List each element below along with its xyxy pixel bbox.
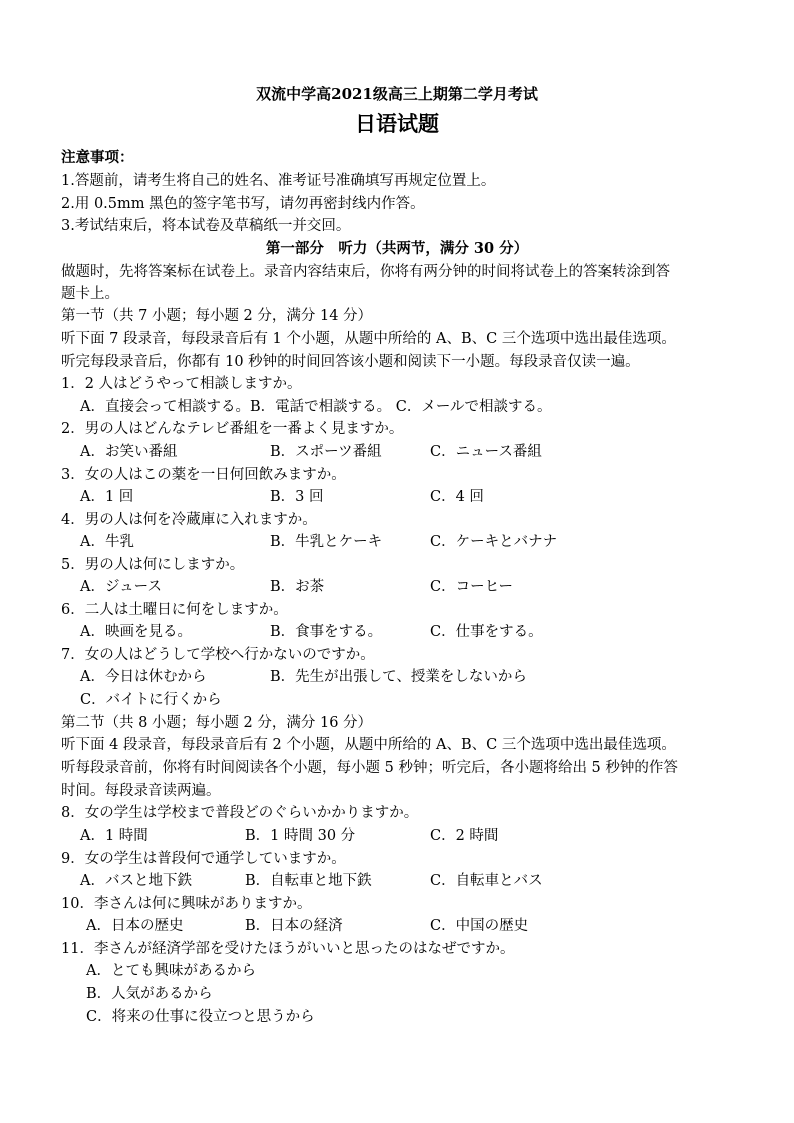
- section2-instruction: 听每段录音前，你将有时间阅读各个小题，每小题 5 秒钟；听完后，各小题将给出 5 秒钟的作答: [61, 760, 678, 776]
- question-option: B．食事をする。: [270, 624, 383, 640]
- question-option: C．仕事をする。: [430, 624, 543, 640]
- question-text: 9．女の学生は普段何で通学していますか。: [61, 851, 346, 867]
- subject-title: 日语试题: [355, 111, 439, 136]
- question-text: 6．二人は土曜日に何をしますか。: [61, 602, 288, 618]
- question-text: 4．男の人は何を冷蔵庫に入れますか。: [61, 512, 317, 528]
- question-option: B．人気があるから: [86, 986, 213, 1002]
- question-option: C．ケーキとバナナ: [430, 534, 558, 550]
- question-option: A．直接会って相談する。B．電話で相談する。 C．メールで相談する。: [80, 399, 552, 415]
- question-option: B．牛乳とケーキ: [270, 534, 383, 550]
- question-text: 1．2 人はどうやって相談しますか。: [61, 376, 302, 392]
- question-text: 2．男の人はどんなテレビ番組を一番よく見ますか。: [61, 421, 404, 437]
- section1-instruction: 听下面 7 段录音，每段录音后有 1 个小题，从题中所给的 A、B、C 三个选项中选出最佳选项。: [61, 331, 676, 347]
- question-option: C．4 回: [430, 489, 484, 505]
- question-text: 3．女の人はこの薬を一日何回飲みますか。: [61, 467, 346, 483]
- question-option: A．1 時間: [80, 828, 148, 844]
- notes-item: 2.用 0.5mm 黑色的签字笔书写，请勿再密封线内作答。: [61, 196, 425, 212]
- section1-instruction: 听完每段录音后，你都有 10 秒钟的时间回答该小题和阅读下一小题。每段录音仅读一遍。: [61, 354, 640, 370]
- part1-heading: 第一部分 听力（共两节，满分 30 分）: [265, 240, 529, 257]
- question-option: A．映画を見る。: [80, 624, 192, 640]
- question-option: C．コーヒー: [430, 579, 514, 595]
- question-text: 11．李さんが経済学部を受けたほうがいいと思ったのはなぜですか。: [61, 941, 515, 957]
- question-option: B．3 回: [270, 489, 324, 505]
- question-text: 5．男の人は何にしますか。: [61, 557, 245, 573]
- part1-intro: 做题时，先将答案标在试卷上。录音内容结束后，你将有两分钟的时间将试卷上的答案转涂到答: [61, 264, 670, 280]
- question-option: C．ニュース番組: [430, 444, 542, 460]
- question-option: A．お笑い番組: [80, 444, 178, 460]
- question-option: A．1 回: [80, 489, 134, 505]
- question-option: B．お茶: [270, 579, 325, 595]
- question-option: B．1 時間 30 分: [245, 828, 356, 844]
- question-option: A．今日は休むから: [80, 669, 207, 685]
- question-option: B．スポーツ番組: [270, 444, 382, 460]
- question-option: C．バイトに行くから: [80, 692, 222, 708]
- question-option: C．2 時間: [430, 828, 499, 844]
- question-option: C．中国の歴史: [430, 918, 529, 934]
- question-option: C．将来の仕事に役立つと思うから: [86, 1009, 315, 1025]
- notes-heading: 注意事项：: [61, 149, 134, 166]
- question-option: A．牛乳: [80, 534, 134, 550]
- part1-intro: 题卡上。: [61, 286, 119, 302]
- section2-instruction: 时间。每段录音读两遍。: [61, 783, 221, 799]
- school-title: 双流中学高2021级高三上期第二学月考试: [256, 85, 538, 103]
- question-option: C．自転車とバス: [430, 873, 543, 889]
- section2-instruction: 听下面 4 段录音，每段录音后有 2 个小题，从题中所给的 A、B、C 三个选项中选出最佳选项。: [61, 737, 676, 753]
- question-option: B．先生が出張して、授業をしないから: [270, 669, 527, 685]
- question-text: 10．李さんは何に興味がありますか。: [61, 896, 312, 912]
- question-option: A．ジュース: [80, 579, 162, 595]
- question-option: B．自転車と地下鉄: [245, 873, 372, 889]
- section2-heading: 第二节（共 8 小题；每小题 2 分，满分 16 分）: [61, 715, 373, 731]
- question-text: 7．女の人はどうして学校へ行かないのですか。: [61, 647, 375, 663]
- question-option: A．バスと地下鉄: [80, 873, 192, 889]
- question-option: B．日本の経済: [245, 918, 343, 934]
- notes-item: 3.考试结束后，将本试卷及草稿纸一并交回。: [61, 218, 351, 234]
- section1-heading: 第一节（共 7 小题；每小题 2 分，满分 14 分）: [61, 308, 373, 324]
- notes-item: 1.答题前，请考生将自己的姓名、准考证号准确填写再规定位置上。: [61, 173, 496, 189]
- question-text: 8．女の学生は学校まで普段どのぐらいかかりますか。: [61, 805, 419, 821]
- question-option: A．日本の歴史: [86, 918, 184, 934]
- question-option: A．とても興味があるから: [86, 963, 256, 979]
